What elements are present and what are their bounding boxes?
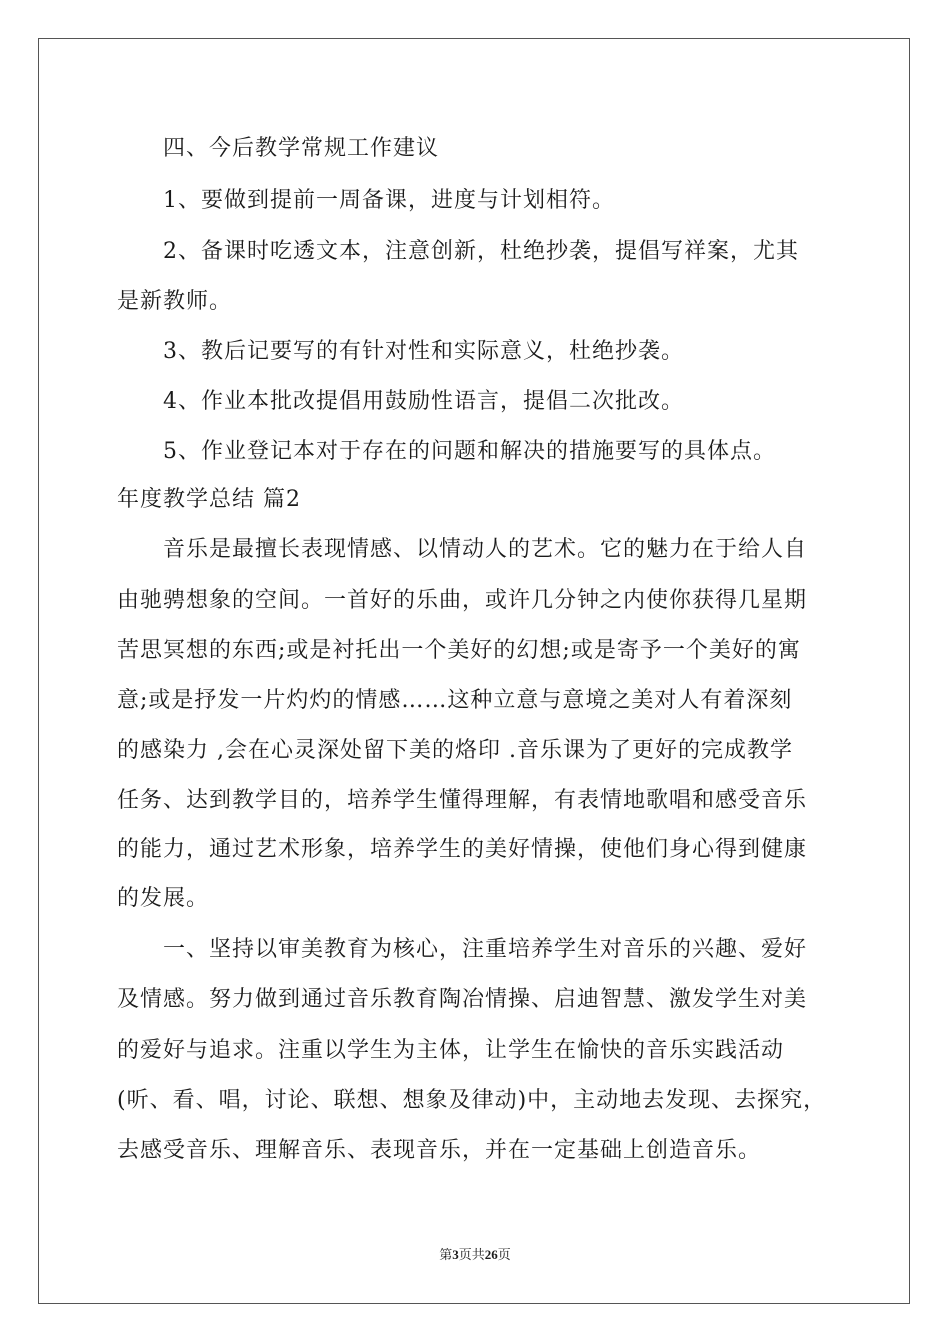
footer-total-suffix: 页 [497,1248,511,1263]
footer-total-prefix: 共 [471,1248,485,1263]
article-title: 年度教学总结 篇2 [117,487,301,512]
paragraph-line: 音乐是最擅长表现情感、以情动人的艺术。它的魅力在于给人自 [163,537,808,562]
paragraph-line: 及情感。努力做到通过音乐教育陶冶情操、启迪智慧、激发学生对美 [117,987,808,1012]
page-footer [0,1246,950,1265]
footer-page-current: 3 [452,1247,459,1262]
list-item: 1、要做到提前一周备课，进度与计划相符。 [163,188,615,213]
list-item: 5、作业登记本对于存在的问题和解决的措施要写的具体点。 [163,439,776,464]
paragraph-line: 由驰骋想象的空间。一首好的乐曲，或许几分钟之内使你获得几星期 [117,588,808,613]
paragraph-line: 去感受音乐、理解音乐、表现音乐，并在一定基础上创造音乐。 [117,1138,762,1163]
paragraph-line: 的发展。 [117,886,210,911]
section-heading: 四、今后教学常规工作建议 [163,136,440,161]
paragraph-line: 的能力，通过艺术形象，培养学生的美好情操，使他们身心得到健康 [117,837,808,862]
paragraph-line: 一、坚持以审美教育为核心，注重培养学生对音乐的兴趣、爱好 [163,937,808,962]
paragraph-line: 的感染力 ,会在心灵深处留下美的烙印 .音乐课为了更好的完成教学 [117,738,793,763]
footer-page-suffix: 页 [458,1248,472,1263]
paragraph-line: 苦思冥想的东西;或是衬托出一个美好的幻想;或是寄予一个美好的寓 [117,638,801,663]
footer-page-total: 26 [484,1247,498,1262]
paragraph-line: (听、看、唱，讨论、联想、想象及律动)中，主动地去发现、去探究， [117,1088,827,1113]
list-item: 4、作业本批改提倡用鼓励性语言，提倡二次批改。 [163,389,684,414]
paragraph-line: 任务、达到教学目的，培养学生懂得理解，有表情地歌唱和感受音乐 [117,788,808,813]
paragraph-line: 的爱好与追求。注重以学生为主体，让学生在愉快的音乐实践活动 [117,1038,785,1063]
footer-page-prefix: 第 [439,1248,453,1263]
list-item: 2、备课时吃透文本，注意创新，杜绝抄袭，提倡写祥案，尤其 [163,239,799,264]
paragraph-line: 意;或是抒发一片灼灼的情感……这种立意与意境之美对人有着深刻 [117,688,793,713]
list-item-continuation: 是新教师。 [117,289,233,314]
list-item: 3、教后记要写的有针对性和实际意义，杜绝抄袭。 [163,339,684,364]
